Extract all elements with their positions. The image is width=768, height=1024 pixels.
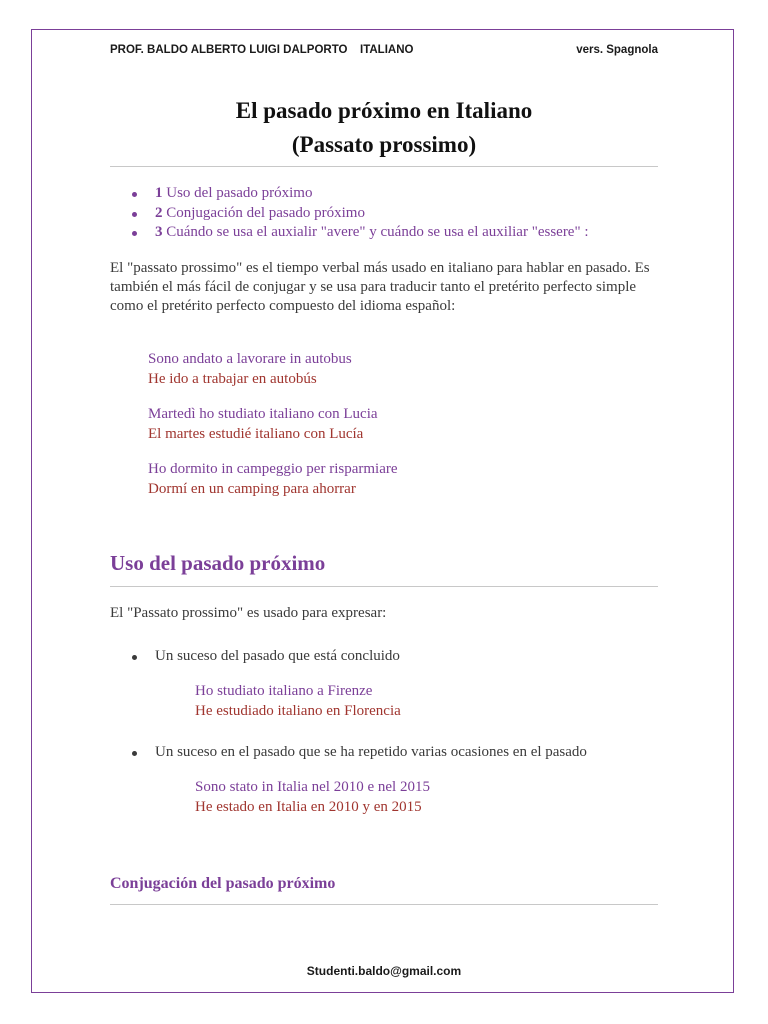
section1-intro: El "Passato prossimo" es usado para expresar: bbox=[110, 605, 387, 621]
toc-item-3[interactable] bbox=[110, 223, 670, 243]
header-version: vers. Spagnola bbox=[576, 44, 658, 56]
title-line-2: (Passato prossimo) bbox=[291, 132, 477, 157]
example-spanish: El martes estudié italiano con Lucía bbox=[148, 425, 364, 442]
example-spanish: He estudiado italiano en Florencia bbox=[195, 702, 401, 719]
page-title bbox=[110, 94, 658, 162]
bullet-dot bbox=[132, 655, 137, 660]
section-divider bbox=[110, 586, 658, 587]
example-italian: Ho studiato italiano a Firenze bbox=[195, 683, 373, 699]
table-of-contents bbox=[110, 184, 670, 243]
toc-item-number: 1 bbox=[155, 185, 163, 201]
toc-item-1[interactable] bbox=[110, 184, 670, 204]
toc-item-label: Uso del pasado próximo bbox=[166, 185, 313, 201]
page-border bbox=[31, 29, 734, 993]
section-divider bbox=[110, 904, 658, 905]
example-italian: Ho dormito in campeggio per risparmiare bbox=[148, 461, 398, 477]
intro-paragraph: El "passato prossimo" es el tiempo verbal más usado en italiano para hablar en pasado. Es también el más fácil de conjugar y se usa para traducir tanto el pretérito perfecto simple como el pretérito perfecto compuesto del idioma español: bbox=[110, 260, 650, 314]
section-heading-uso: Uso del pasado próximo bbox=[110, 551, 326, 575]
title-divider bbox=[110, 166, 658, 167]
bullet-dot bbox=[132, 751, 137, 756]
title-line-1: El pasado próximo en Italiano bbox=[235, 98, 533, 123]
example-italian: Sono andato a lavorare in autobus bbox=[148, 351, 352, 367]
example-spanish: He estado en Italia en 2010 y en 2015 bbox=[195, 798, 422, 815]
toc-item-label: Cuándo se usa el auxialir "avere" y cuándo se usa el auxiliar "essere" : bbox=[166, 224, 589, 240]
intro-example-3 bbox=[148, 460, 398, 499]
example-spanish: Dormí en un camping para ahorrar bbox=[148, 480, 356, 497]
example-italian: Martedì ho studiato italiano con Lucia bbox=[148, 406, 378, 422]
usage-example-1 bbox=[195, 682, 401, 721]
toc-item-label: Conjugación del pasado próximo bbox=[166, 204, 365, 221]
header-subject: ITALIANO bbox=[360, 44, 414, 56]
example-italian: Sono stato in Italia nel 2010 e nel 2015 bbox=[195, 779, 430, 795]
header-author: PROF. BALDO ALBERTO LUIGI DALPORTO bbox=[110, 44, 348, 56]
footer-email: Studenti.baldo@gmail.com bbox=[306, 964, 462, 978]
section-heading-conjugacion: Conjugación del pasado próximo bbox=[110, 875, 336, 892]
toc-item-number: 3 bbox=[155, 224, 163, 240]
usage-bullet-text: Un suceso del pasado que está concluido bbox=[155, 648, 400, 664]
example-spanish: He ido a trabajar en autobús bbox=[148, 370, 317, 387]
usage-bullet-text: Un suceso en el pasado que se ha repetido varias ocasiones en el pasado bbox=[155, 744, 587, 760]
intro-example-1 bbox=[148, 350, 352, 389]
toc-item-number: 2 bbox=[155, 204, 163, 221]
toc-item-2[interactable] bbox=[110, 204, 670, 224]
usage-example-2 bbox=[195, 778, 430, 817]
intro-example-2 bbox=[148, 405, 378, 444]
